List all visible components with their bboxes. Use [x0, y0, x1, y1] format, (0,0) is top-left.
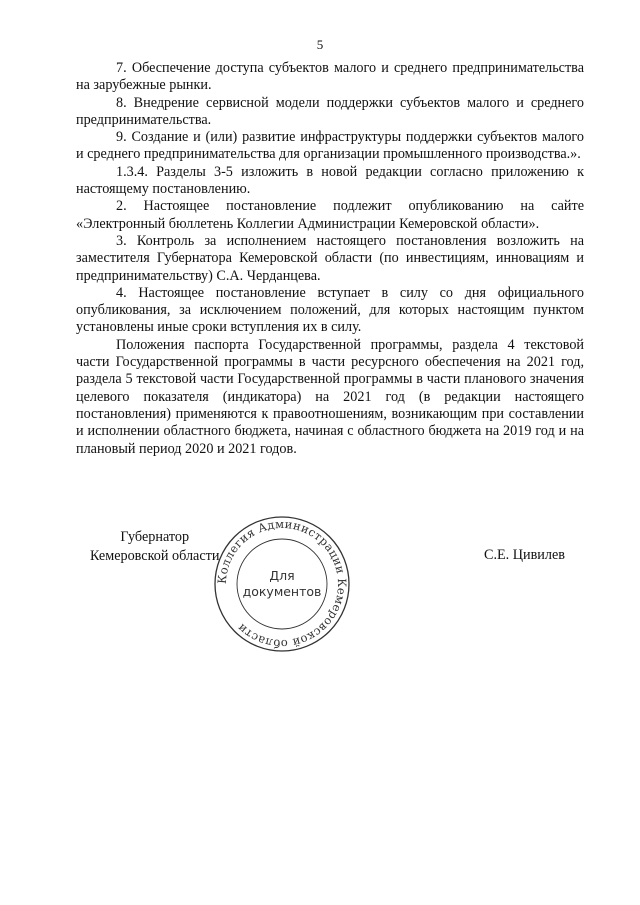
paragraph-3: 3. Контроль за исполнением настоящего постановления возложить на заместителя Губернатора Кемеровской области (по инвестициям, инновациям и предпринимательству) С.А. Черданцева.	[76, 232, 584, 284]
paragraph-item-8: 8. Внедрение сервисной модели поддержки субъектов малого и среднего предпринимательства.	[76, 94, 584, 128]
paragraph-provisions: Положения паспорта Государственной программы, раздела 4 текстовой части Государственной программы в части ресурсного обеспечения на 2021 год, раздела 5 текстовой части Государственной программы в части планового значения целевого показателя (индикатора) на 2021 год (в редакции настоящего постановления) применяются к правоотношениям, возникающим при составлении и исполнении областного бюджета, начиная с областного бюджета на 2019 год и на плановый период 2020 и 2021 годов.	[76, 336, 584, 457]
paragraph-1-3-4: 1.3.4. Разделы 3-5 изложить в новой редакции согласно приложению к настоящему постановлению.	[76, 163, 584, 198]
signatory-position	[90, 528, 219, 566]
page-number: 5	[316, 37, 324, 52]
seal-center-line-1: Для	[269, 568, 295, 583]
paragraph-2: 2. Настоящее постановление подлежит опубликованию на сайте «Электронный бюллетень Коллегии Администрации Кемеровской области».	[76, 198, 584, 232]
official-seal	[212, 514, 352, 654]
paragraph-item-7: 7. Обеспечение доступа субъектов малого и среднего предпринимательства на зарубежные рынки.	[76, 60, 584, 94]
seal-ring-text: Коллегия Администрации Кемеровской области	[214, 516, 350, 652]
seal-center-line-2: документов	[242, 584, 322, 599]
seal-stamp-icon	[212, 514, 352, 654]
signatory-name: С.Е. Цивилев	[484, 547, 565, 563]
document-body	[76, 60, 584, 458]
paragraph-item-9: 9. Создание и (или) развитие инфраструктуры поддержки субъектов малого и среднего предпринимательства для организации промышленного производства.».	[76, 129, 584, 163]
position-line-2: Кемеровской области	[90, 548, 220, 564]
position-line-1: Губернатор	[120, 529, 190, 545]
paragraph-4: 4. Настоящее постановление вступает в силу со дня официального опубликования, за исключением положений, для которых настоящим пунктом установлены иные сроки вступления их в силу.	[76, 284, 584, 336]
